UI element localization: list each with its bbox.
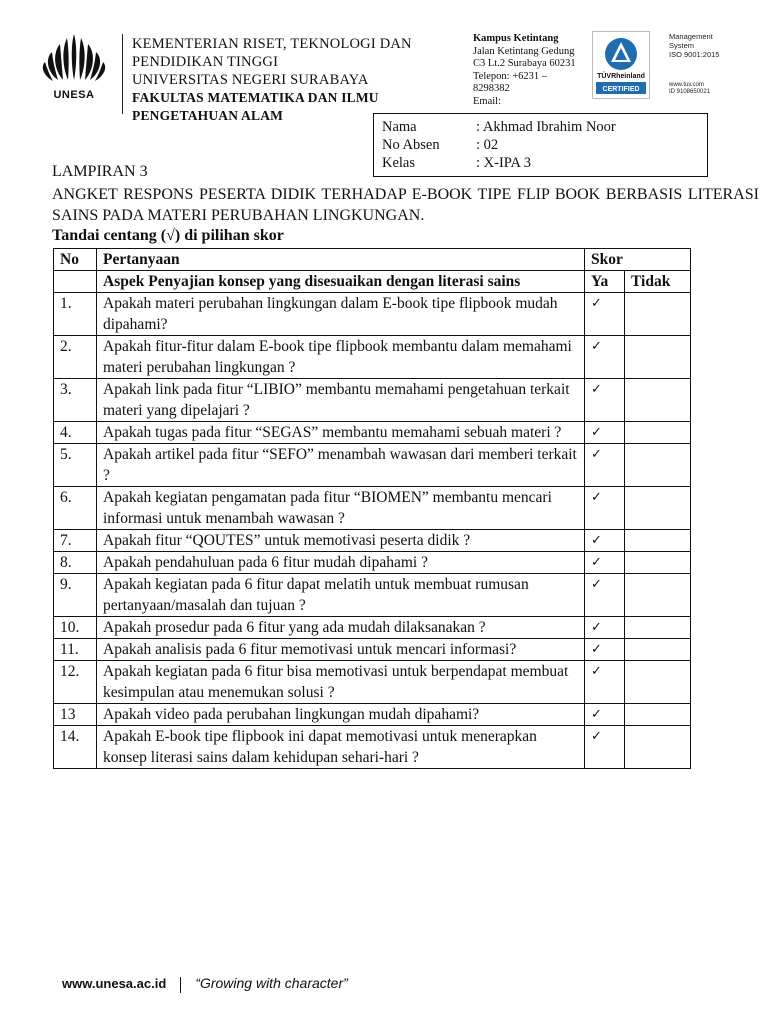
student-row-name xyxy=(382,119,616,136)
document-title: ANGKET RESPONS PESERTA DIDIK TERHADAP E-BOOK TIPE FLIP BOOK BERBASIS LITERASI SAINS PADA MATERI PERUBAHAN LINGKUNGAN. xyxy=(52,186,759,224)
checkbox-tidak[interactable] xyxy=(625,574,691,617)
checkbox-tidak[interactable] xyxy=(625,704,691,726)
checkbox-ya[interactable]: ✓ xyxy=(585,726,625,769)
table-row xyxy=(54,336,691,379)
campus-address xyxy=(473,33,591,105)
logo-text: UNESA xyxy=(53,89,95,101)
student-value: : X-IPA 3 xyxy=(476,155,532,171)
table-row xyxy=(54,704,691,726)
student-label: Kelas xyxy=(382,155,416,171)
row-question: Apakah kegiatan pada 6 fitur dapat melatih untuk membuat rumusan pertanyaan/masalah dan tujuan ? xyxy=(97,574,585,617)
checkbox-ya[interactable]: ✓ xyxy=(585,336,625,379)
header-no: No xyxy=(54,249,97,271)
institution-block xyxy=(132,35,452,125)
checkbox-ya[interactable]: ✓ xyxy=(585,444,625,487)
management-system-text xyxy=(669,32,735,59)
section-no-cell xyxy=(54,271,97,293)
checkbox-tidak[interactable] xyxy=(625,617,691,639)
table-row xyxy=(54,639,691,661)
institution-line: PENDIDIKAN TINGGI xyxy=(132,54,279,70)
row-question: Apakah E-book tipe flipbook ini dapat memotivasi untuk menerapkan konsep literasi sains dalam kehidupan sehari-hari ? xyxy=(97,726,585,769)
footer xyxy=(62,975,348,993)
checkbox-ya[interactable]: ✓ xyxy=(585,379,625,422)
student-value: : Akhmad Ibrahim Noor xyxy=(476,119,616,135)
row-question: Apakah artikel pada fitur “SEFO” menambah wawasan dari memberi terkait ? xyxy=(97,444,585,487)
row-number: 8. xyxy=(54,552,97,574)
row-number: 2. xyxy=(54,336,97,379)
row-number: 11. xyxy=(54,639,97,661)
checkbox-tidak[interactable] xyxy=(625,444,691,487)
row-question: Apakah prosedur pada 6 fitur yang ada mudah dilaksanakan ? xyxy=(97,617,585,639)
unesa-emblem-icon xyxy=(36,30,112,88)
campus-line: 8298382 xyxy=(473,83,510,94)
mgmt-line: System xyxy=(669,41,695,50)
tuv-certification-badge xyxy=(592,31,650,99)
faculty-line: FAKULTAS MATEMATIKA DAN ILMU xyxy=(132,90,379,105)
table-row xyxy=(54,444,691,487)
student-value: : 02 xyxy=(476,137,499,153)
campus-line: C3 Lt.2 Surabaya 60231 xyxy=(473,58,576,69)
institution-line: KEMENTERIAN RISET, TEKNOLOGI DAN xyxy=(132,36,412,52)
row-question: Apakah pendahuluan pada 6 fitur mudah dipahami ? xyxy=(97,552,585,574)
table-row xyxy=(54,617,691,639)
checkbox-ya[interactable]: ✓ xyxy=(585,530,625,552)
row-question: Apakah materi perubahan lingkungan dalam E-book tipe flipbook mudah dipahami? xyxy=(97,293,585,336)
row-number: 14. xyxy=(54,726,97,769)
checkbox-tidak[interactable] xyxy=(625,422,691,444)
row-question: Apakah link pada fitur “LIBIO” membantu memahami pengetahuan terkait materi yang dipelajari ? xyxy=(97,379,585,422)
checkbox-tidak[interactable] xyxy=(625,661,691,704)
checkbox-ya[interactable]: ✓ xyxy=(585,574,625,617)
checkbox-tidak[interactable] xyxy=(625,639,691,661)
mgmt-line: ISO 9001:2015 xyxy=(669,50,720,59)
table-row xyxy=(54,379,691,422)
checkbox-tidak[interactable] xyxy=(625,336,691,379)
row-question: Apakah tugas pada fitur “SEGAS” membantu memahami sebuah materi ? xyxy=(97,422,585,444)
tuv-brand-text: TÜVRheinland xyxy=(597,73,645,80)
table-row xyxy=(54,530,691,552)
section-label: Aspek Penyajian konsep yang disesuaikan dengan literasi sains xyxy=(97,271,585,293)
row-number: 3. xyxy=(54,379,97,422)
checkbox-tidak[interactable] xyxy=(625,552,691,574)
campus-line: Email: xyxy=(473,95,501,105)
checkbox-ya[interactable]: ✓ xyxy=(585,422,625,444)
table-row xyxy=(54,293,691,336)
footer-separator xyxy=(180,977,181,993)
student-row-kelas xyxy=(382,155,531,172)
mgmt-line: Management xyxy=(669,32,713,41)
header-ya: Ya xyxy=(585,271,625,293)
tuv-certified-text: CERTIFIED xyxy=(602,86,640,93)
tuv-logo-icon xyxy=(593,32,649,98)
row-number: 10. xyxy=(54,617,97,639)
row-number: 7. xyxy=(54,530,97,552)
table-row xyxy=(54,422,691,444)
student-label: No Absen xyxy=(382,137,440,153)
row-question: Apakah fitur “QOUTES” untuk memotivasi peserta didik ? xyxy=(97,530,585,552)
row-number: 13 xyxy=(54,704,97,726)
student-row-absen xyxy=(382,137,498,154)
checkbox-tidak[interactable] xyxy=(625,726,691,769)
table-header-row xyxy=(54,249,691,271)
footer-website-link[interactable]: www.unesa.ac.id xyxy=(62,976,167,991)
questionnaire-table xyxy=(53,248,691,769)
table-row xyxy=(54,487,691,530)
checkbox-ya[interactable]: ✓ xyxy=(585,487,625,530)
row-question: Apakah fitur-fitur dalam E-book tipe flipbook membantu dalam memahami materi perubahan lingkungan ? xyxy=(97,336,585,379)
row-number: 5. xyxy=(54,444,97,487)
checkbox-ya[interactable]: ✓ xyxy=(585,704,625,726)
footer-tagline: “Growing with character” xyxy=(195,975,348,991)
checkbox-tidak[interactable] xyxy=(625,293,691,336)
campus-line: Jalan Ketintang Gedung xyxy=(473,45,575,57)
row-number: 12. xyxy=(54,661,97,704)
certification-web-id xyxy=(669,82,739,96)
header-divider xyxy=(122,34,123,114)
table-body xyxy=(54,293,691,769)
instruction-text: Tandai centang (√) di pilihan skor xyxy=(52,227,284,244)
table-row xyxy=(54,574,691,617)
student-label: Nama xyxy=(382,119,417,135)
table-row xyxy=(54,552,691,574)
row-question: Apakah kegiatan pengamatan pada fitur “BIOMEN” membantu mencari informasi untuk menambah wawasan ? xyxy=(97,487,585,530)
checkbox-ya[interactable]: ✓ xyxy=(585,639,625,661)
checkbox-tidak[interactable] xyxy=(625,487,691,530)
table-row xyxy=(54,661,691,704)
row-question: Apakah video pada perubahan lingkungan mudah dipahami? xyxy=(97,704,585,726)
campus-title: Kampus Ketintang xyxy=(473,33,559,44)
checkbox-ya[interactable]: ✓ xyxy=(585,617,625,639)
header-question: Pertanyaan xyxy=(97,249,585,271)
row-question: Apakah analisis pada 6 fitur memotivasi untuk mencari informasi? xyxy=(97,639,585,661)
header-tidak: Tidak xyxy=(625,271,691,293)
row-number: 4. xyxy=(54,422,97,444)
table-section-row xyxy=(54,271,691,293)
table-row xyxy=(54,726,691,769)
appendix-label: LAMPIRAN 3 xyxy=(52,163,148,180)
student-info-box xyxy=(373,113,708,177)
checkbox-ya[interactable]: ✓ xyxy=(585,552,625,574)
checkbox-tidak[interactable] xyxy=(625,530,691,552)
checkbox-ya[interactable]: ✓ xyxy=(585,661,625,704)
checkbox-ya[interactable]: ✓ xyxy=(585,293,625,336)
unesa-logo xyxy=(36,30,112,100)
faculty-line: PENGETAHUAN ALAM xyxy=(132,108,284,123)
cert-web: www.tuv.com xyxy=(669,82,704,88)
institution-line: UNIVERSITAS NEGERI SURABAYA xyxy=(132,72,369,88)
cert-id: ID 9108650021 xyxy=(669,89,711,95)
campus-line: Telepon: +6231 – xyxy=(473,70,548,82)
checkbox-tidak[interactable] xyxy=(625,379,691,422)
row-question: Apakah kegiatan pada 6 fitur bisa memotivasi untuk berpendapat membuat kesimpulan atau menemukan solusi ? xyxy=(97,661,585,704)
row-number: 1. xyxy=(54,293,97,336)
header-score: Skor xyxy=(585,249,691,271)
row-number: 6. xyxy=(54,487,97,530)
row-number: 9. xyxy=(54,574,97,617)
